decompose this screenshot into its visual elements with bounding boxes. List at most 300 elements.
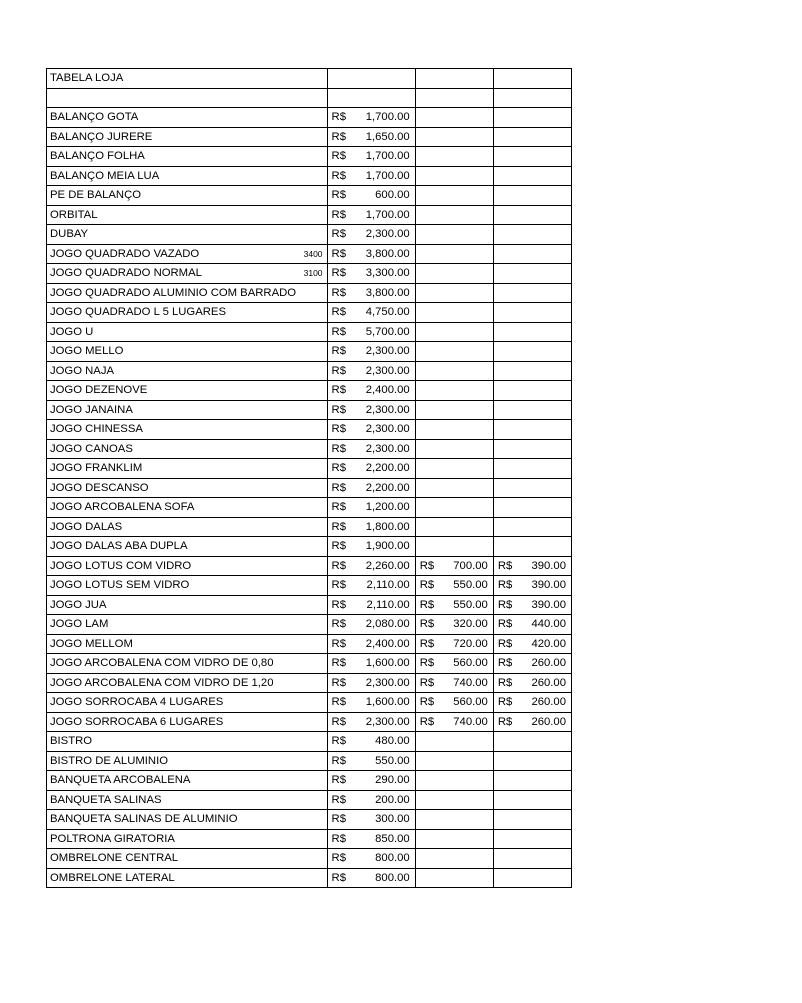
table-row [47,361,572,381]
item-label: JOGO DALAS ABA DUPLA [50,540,188,552]
currency-symbol: R$ [419,676,435,689]
cell-price-1 [327,556,415,576]
currency-symbol: R$ [331,169,346,182]
item-label: JOGO ARCOBALENA SOFA [50,501,195,513]
cell-item-name [47,712,328,732]
table-row [47,303,572,323]
item-label: JOGO JUA [50,598,107,611]
table-row [47,439,572,459]
cell-price-3 [493,108,571,128]
cell-price-2 [415,400,493,420]
price-table [46,68,572,888]
item-label: JOGO MELLO [50,345,124,357]
item-label: POLTRONA GIRATORIA [50,832,175,845]
cell-price-3 [493,205,571,225]
cell-item-name [47,108,328,128]
cell-price-1 [327,790,415,810]
price-value: 2,300.00 [365,442,410,455]
price-value: 200.00 [375,793,410,806]
table-row [47,69,572,89]
cell-price-1 [327,147,415,167]
cell-price-2 [415,771,493,791]
table-row [47,264,572,284]
cell-price-3 [493,498,571,518]
item-label: BISTRO DE ALUMINIO [50,754,169,767]
currency-symbol: R$ [419,715,435,728]
cell-price-3 [493,69,571,89]
price-value: 2,300.00 [365,676,410,689]
item-label: JOGO ARCOBALENA COM VIDRO DE 1,20 [50,676,274,689]
price-value: 1,900.00 [365,540,410,552]
currency-symbol: R$ [331,676,346,689]
price-value: 2,200.00 [365,462,410,474]
cell-item-name [47,556,328,576]
cell-item-name [47,342,328,362]
item-label: BANQUETA SALINAS [50,793,162,806]
cell-price-2 [415,556,493,576]
item-label: JOGO LOTUS COM VIDRO [50,559,192,572]
cell-price-3 [493,595,571,615]
price-value: 550.00 [453,579,488,591]
currency-symbol: R$ [497,657,513,669]
price-value: 260.00 [531,696,566,708]
item-label: TABELA LOJA [50,72,124,84]
cell-item-name [47,790,328,810]
cell-price-2 [415,751,493,771]
currency-symbol: R$ [497,598,513,611]
cell-price-1 [327,283,415,303]
cell-price-3 [493,303,571,323]
price-value: 3,800.00 [365,247,410,260]
currency-symbol: R$ [331,364,346,377]
item-label: JOGO SORROCABA 6 LUGARES [50,715,224,728]
cell-price-1 [327,69,415,89]
cell-price-1 [327,595,415,615]
table-row [47,147,572,167]
item-label: JOGO MELLOM [50,637,133,650]
cell-item-name [47,810,328,830]
cell-price-2 [415,576,493,596]
cell-price-3 [493,459,571,479]
cell-price-1 [327,673,415,693]
price-value: 2,400.00 [365,384,410,396]
cell-price-1 [327,303,415,323]
cell-price-2 [415,498,493,518]
price-value: 260.00 [531,657,566,669]
currency-symbol: R$ [331,559,346,572]
cell-price-3 [493,810,571,830]
cell-price-2 [415,342,493,362]
item-label: JOGO NAJA [50,364,115,377]
cell-price-2 [415,595,493,615]
cell-price-2 [415,634,493,654]
cell-item-name [47,264,328,284]
currency-symbol: R$ [331,442,346,455]
price-value: 800.00 [375,871,410,884]
cell-price-2 [415,205,493,225]
cell-item-name [47,751,328,771]
cell-price-2 [415,264,493,284]
cell-price-2 [415,88,493,108]
price-value: 600.00 [375,189,410,201]
item-label: OMBRELONE LATERAL [50,871,175,884]
cell-item-name [47,439,328,459]
currency-symbol: R$ [331,267,346,279]
cell-price-2 [415,478,493,498]
currency-symbol: R$ [331,715,346,728]
table-row [47,88,572,108]
item-label: JOGO FRANKLIM [50,462,143,474]
cell-price-1 [327,322,415,342]
cell-price-2 [415,147,493,167]
cell-price-3 [493,381,571,401]
cell-price-3 [493,225,571,245]
table-row [47,225,572,245]
cell-price-1 [327,186,415,206]
item-label: JOGO DALAS [50,520,123,533]
price-value: 2,300.00 [365,345,410,357]
cell-price-3 [493,361,571,381]
price-value: 2,110.00 [366,579,410,591]
cell-price-3 [493,712,571,732]
cell-item-name [47,127,328,147]
cell-price-2 [415,790,493,810]
cell-item-name [47,634,328,654]
cell-price-3 [493,673,571,693]
price-table-body [47,69,572,888]
cell-price-2 [415,868,493,888]
cell-price-2 [415,420,493,440]
currency-symbol: R$ [331,793,346,806]
price-value: 2,400.00 [365,637,410,650]
price-value: 3,300.00 [365,267,410,279]
cell-price-2 [415,108,493,128]
cell-price-2 [415,654,493,674]
cell-price-2 [415,712,493,732]
price-value: 320.00 [453,618,488,630]
cell-price-3 [493,166,571,186]
price-value: 700.00 [453,559,488,572]
cell-item-name [47,459,328,479]
cell-price-2 [415,381,493,401]
table-row [47,517,572,537]
price-value: 2,260.00 [365,559,410,572]
cell-price-1 [327,829,415,849]
cell-price-2 [415,849,493,869]
table-row [47,712,572,732]
cell-price-2 [415,283,493,303]
cell-price-1 [327,751,415,771]
cell-price-3 [493,342,571,362]
table-row [47,322,572,342]
item-label: JOGO DEZENOVE [50,384,148,396]
currency-symbol: R$ [331,403,346,416]
cell-price-1 [327,342,415,362]
cell-item-name [47,381,328,401]
cell-price-3 [493,771,571,791]
price-value: 290.00 [375,774,410,786]
cell-price-2 [415,303,493,323]
item-label: JOGO QUADRADO ALUMINIO COM BARRADO [50,286,297,299]
price-value: 1,600.00 [365,657,410,669]
cell-price-3 [493,634,571,654]
table-row [47,537,572,557]
cell-price-3 [493,517,571,537]
currency-symbol: R$ [419,637,435,650]
cell-price-3 [493,147,571,167]
cell-item-name [47,69,328,89]
currency-symbol: R$ [331,579,346,591]
item-label: JOGO SORROCABA 4 LUGARES [50,696,224,708]
item-label: JOGO DESCANSO [50,481,149,494]
currency-symbol: R$ [331,657,346,669]
cell-price-3 [493,439,571,459]
item-label: BANQUETA ARCOBALENA [50,774,191,786]
cell-price-2 [415,69,493,89]
cell-price-2 [415,244,493,264]
cell-price-3 [493,693,571,713]
table-row [47,127,572,147]
item-label: BANQUETA SALINAS DE ALUMINIO [50,813,238,825]
currency-symbol: R$ [419,598,435,611]
table-row [47,205,572,225]
cell-price-1 [327,108,415,128]
cell-item-name [47,654,328,674]
item-label: BALANÇO FOLHA [50,150,145,162]
price-value: 480.00 [375,735,410,747]
currency-symbol: R$ [331,871,346,884]
cell-price-2 [415,829,493,849]
price-value: 740.00 [453,715,488,728]
table-row [47,790,572,810]
cell-price-2 [415,810,493,830]
table-row [47,478,572,498]
table-row [47,810,572,830]
currency-symbol: R$ [331,852,346,864]
cell-price-3 [493,283,571,303]
cell-price-2 [415,615,493,635]
price-value: 300.00 [375,813,410,825]
price-value: 420.00 [531,637,566,650]
currency-symbol: R$ [331,540,346,552]
price-value: 390.00 [531,559,566,572]
cell-price-2 [415,673,493,693]
cell-item-name [47,88,328,108]
table-row [47,732,572,752]
cell-item-name [47,498,328,518]
item-label: BALANÇO JURERE [50,130,153,143]
cell-price-2 [415,186,493,206]
currency-symbol: R$ [331,735,346,747]
cell-price-3 [493,576,571,596]
cell-item-name [47,849,328,869]
cell-price-3 [493,244,571,264]
item-label: JOGO ARCOBALENA COM VIDRO DE 0,80 [50,657,274,669]
item-label: JOGO QUADRADO L 5 LUGARES [50,306,226,318]
currency-symbol: R$ [331,696,346,708]
cell-price-2 [415,225,493,245]
cell-price-2 [415,439,493,459]
currency-symbol: R$ [331,813,346,825]
table-row [47,108,572,128]
table-row [47,400,572,420]
table-row [47,751,572,771]
currency-symbol: R$ [331,325,346,338]
cell-price-1 [327,264,415,284]
cell-price-1 [327,576,415,596]
cell-price-1 [327,88,415,108]
item-label: JOGO JANAINA [50,403,133,416]
cell-price-3 [493,829,571,849]
table-row [47,771,572,791]
table-row [47,166,572,186]
cell-price-1 [327,634,415,654]
cell-item-name [47,576,328,596]
cell-price-2 [415,361,493,381]
item-label: JOGO CHINESSA [50,423,143,435]
currency-symbol: R$ [331,754,346,767]
cell-price-3 [493,654,571,674]
price-value: 4,750.00 [365,306,410,318]
table-row [47,556,572,576]
table-row [47,868,572,888]
cell-price-2 [415,693,493,713]
table-row [47,186,572,206]
cell-item-name [47,205,328,225]
item-label: BALANÇO GOTA [50,111,139,123]
price-value: 390.00 [531,579,566,591]
currency-symbol: R$ [497,579,513,591]
cell-price-3 [493,400,571,420]
currency-symbol: R$ [331,598,346,611]
item-label: BISTRO [50,735,93,747]
price-value: 2,300.00 [365,228,410,240]
cell-price-1 [327,166,415,186]
price-value: 1,800.00 [365,520,410,533]
cell-price-1 [327,127,415,147]
price-value: 1,700.00 [365,150,410,162]
currency-symbol: R$ [331,832,346,845]
cell-item-name [47,400,328,420]
table-row [47,693,572,713]
currency-symbol: R$ [331,637,346,650]
price-value: 1,700.00 [365,169,410,182]
table-row [47,244,572,264]
price-value: 2,300.00 [365,423,410,435]
price-value: 550.00 [453,598,488,611]
cell-price-3 [493,264,571,284]
cell-item-name [47,615,328,635]
price-value: 260.00 [531,676,566,689]
item-label: OMBRELONE CENTRAL [50,852,179,864]
cell-item-name [47,361,328,381]
item-label: PE DE BALANÇO [50,189,142,201]
cell-price-1 [327,459,415,479]
currency-symbol: R$ [331,189,346,201]
cell-price-2 [415,127,493,147]
currency-symbol: R$ [419,618,435,630]
item-note: 3400 [303,248,323,259]
cell-price-2 [415,322,493,342]
currency-symbol: R$ [419,696,435,708]
cell-item-name [47,478,328,498]
currency-symbol: R$ [497,696,513,708]
price-value: 2,300.00 [365,403,410,416]
cell-price-1 [327,868,415,888]
cell-price-2 [415,517,493,537]
price-value: 560.00 [453,657,488,669]
item-label: BALANÇO MEIA LUA [50,169,160,182]
cell-price-1 [327,517,415,537]
cell-price-3 [493,732,571,752]
cell-price-1 [327,400,415,420]
currency-symbol: R$ [331,618,346,630]
table-row [47,595,572,615]
cell-price-1 [327,537,415,557]
table-row [47,615,572,635]
cell-price-2 [415,459,493,479]
price-value: 1,600.00 [365,696,410,708]
cell-item-name [47,244,328,264]
price-value: 550.00 [375,754,410,767]
cell-item-name [47,537,328,557]
item-note: 3100 [303,268,323,278]
currency-symbol: R$ [331,345,346,357]
cell-price-3 [493,556,571,576]
cell-price-1 [327,615,415,635]
table-row [47,420,572,440]
cell-price-1 [327,810,415,830]
cell-item-name [47,225,328,245]
currency-symbol: R$ [331,462,346,474]
cell-price-1 [327,712,415,732]
currency-symbol: R$ [497,637,513,650]
cell-price-1 [327,361,415,381]
cell-price-3 [493,849,571,869]
cell-item-name [47,517,328,537]
cell-item-name [47,322,328,342]
currency-symbol: R$ [331,247,346,260]
price-value: 1,200.00 [365,501,410,513]
price-value: 720.00 [453,637,488,650]
cell-price-1 [327,225,415,245]
cell-price-1 [327,381,415,401]
table-row [47,673,572,693]
price-value: 850.00 [375,832,410,845]
cell-item-name [47,595,328,615]
table-row [47,342,572,362]
cell-price-3 [493,790,571,810]
price-value: 260.00 [531,715,566,728]
cell-price-1 [327,205,415,225]
currency-symbol: R$ [419,579,435,591]
currency-symbol: R$ [331,306,346,318]
item-label: DUBAY [50,228,89,240]
cell-item-name [47,732,328,752]
item-label: JOGO U [50,325,94,338]
price-value: 5,700.00 [365,325,410,338]
table-row [47,654,572,674]
price-value: 3,800.00 [365,286,410,299]
cell-price-2 [415,732,493,752]
cell-price-1 [327,244,415,264]
currency-symbol: R$ [331,481,346,494]
cell-item-name [47,868,328,888]
item-label: JOGO QUADRADO VAZADO [50,247,200,260]
table-row [47,634,572,654]
price-value: 1,700.00 [365,208,410,221]
currency-symbol: R$ [331,286,346,299]
